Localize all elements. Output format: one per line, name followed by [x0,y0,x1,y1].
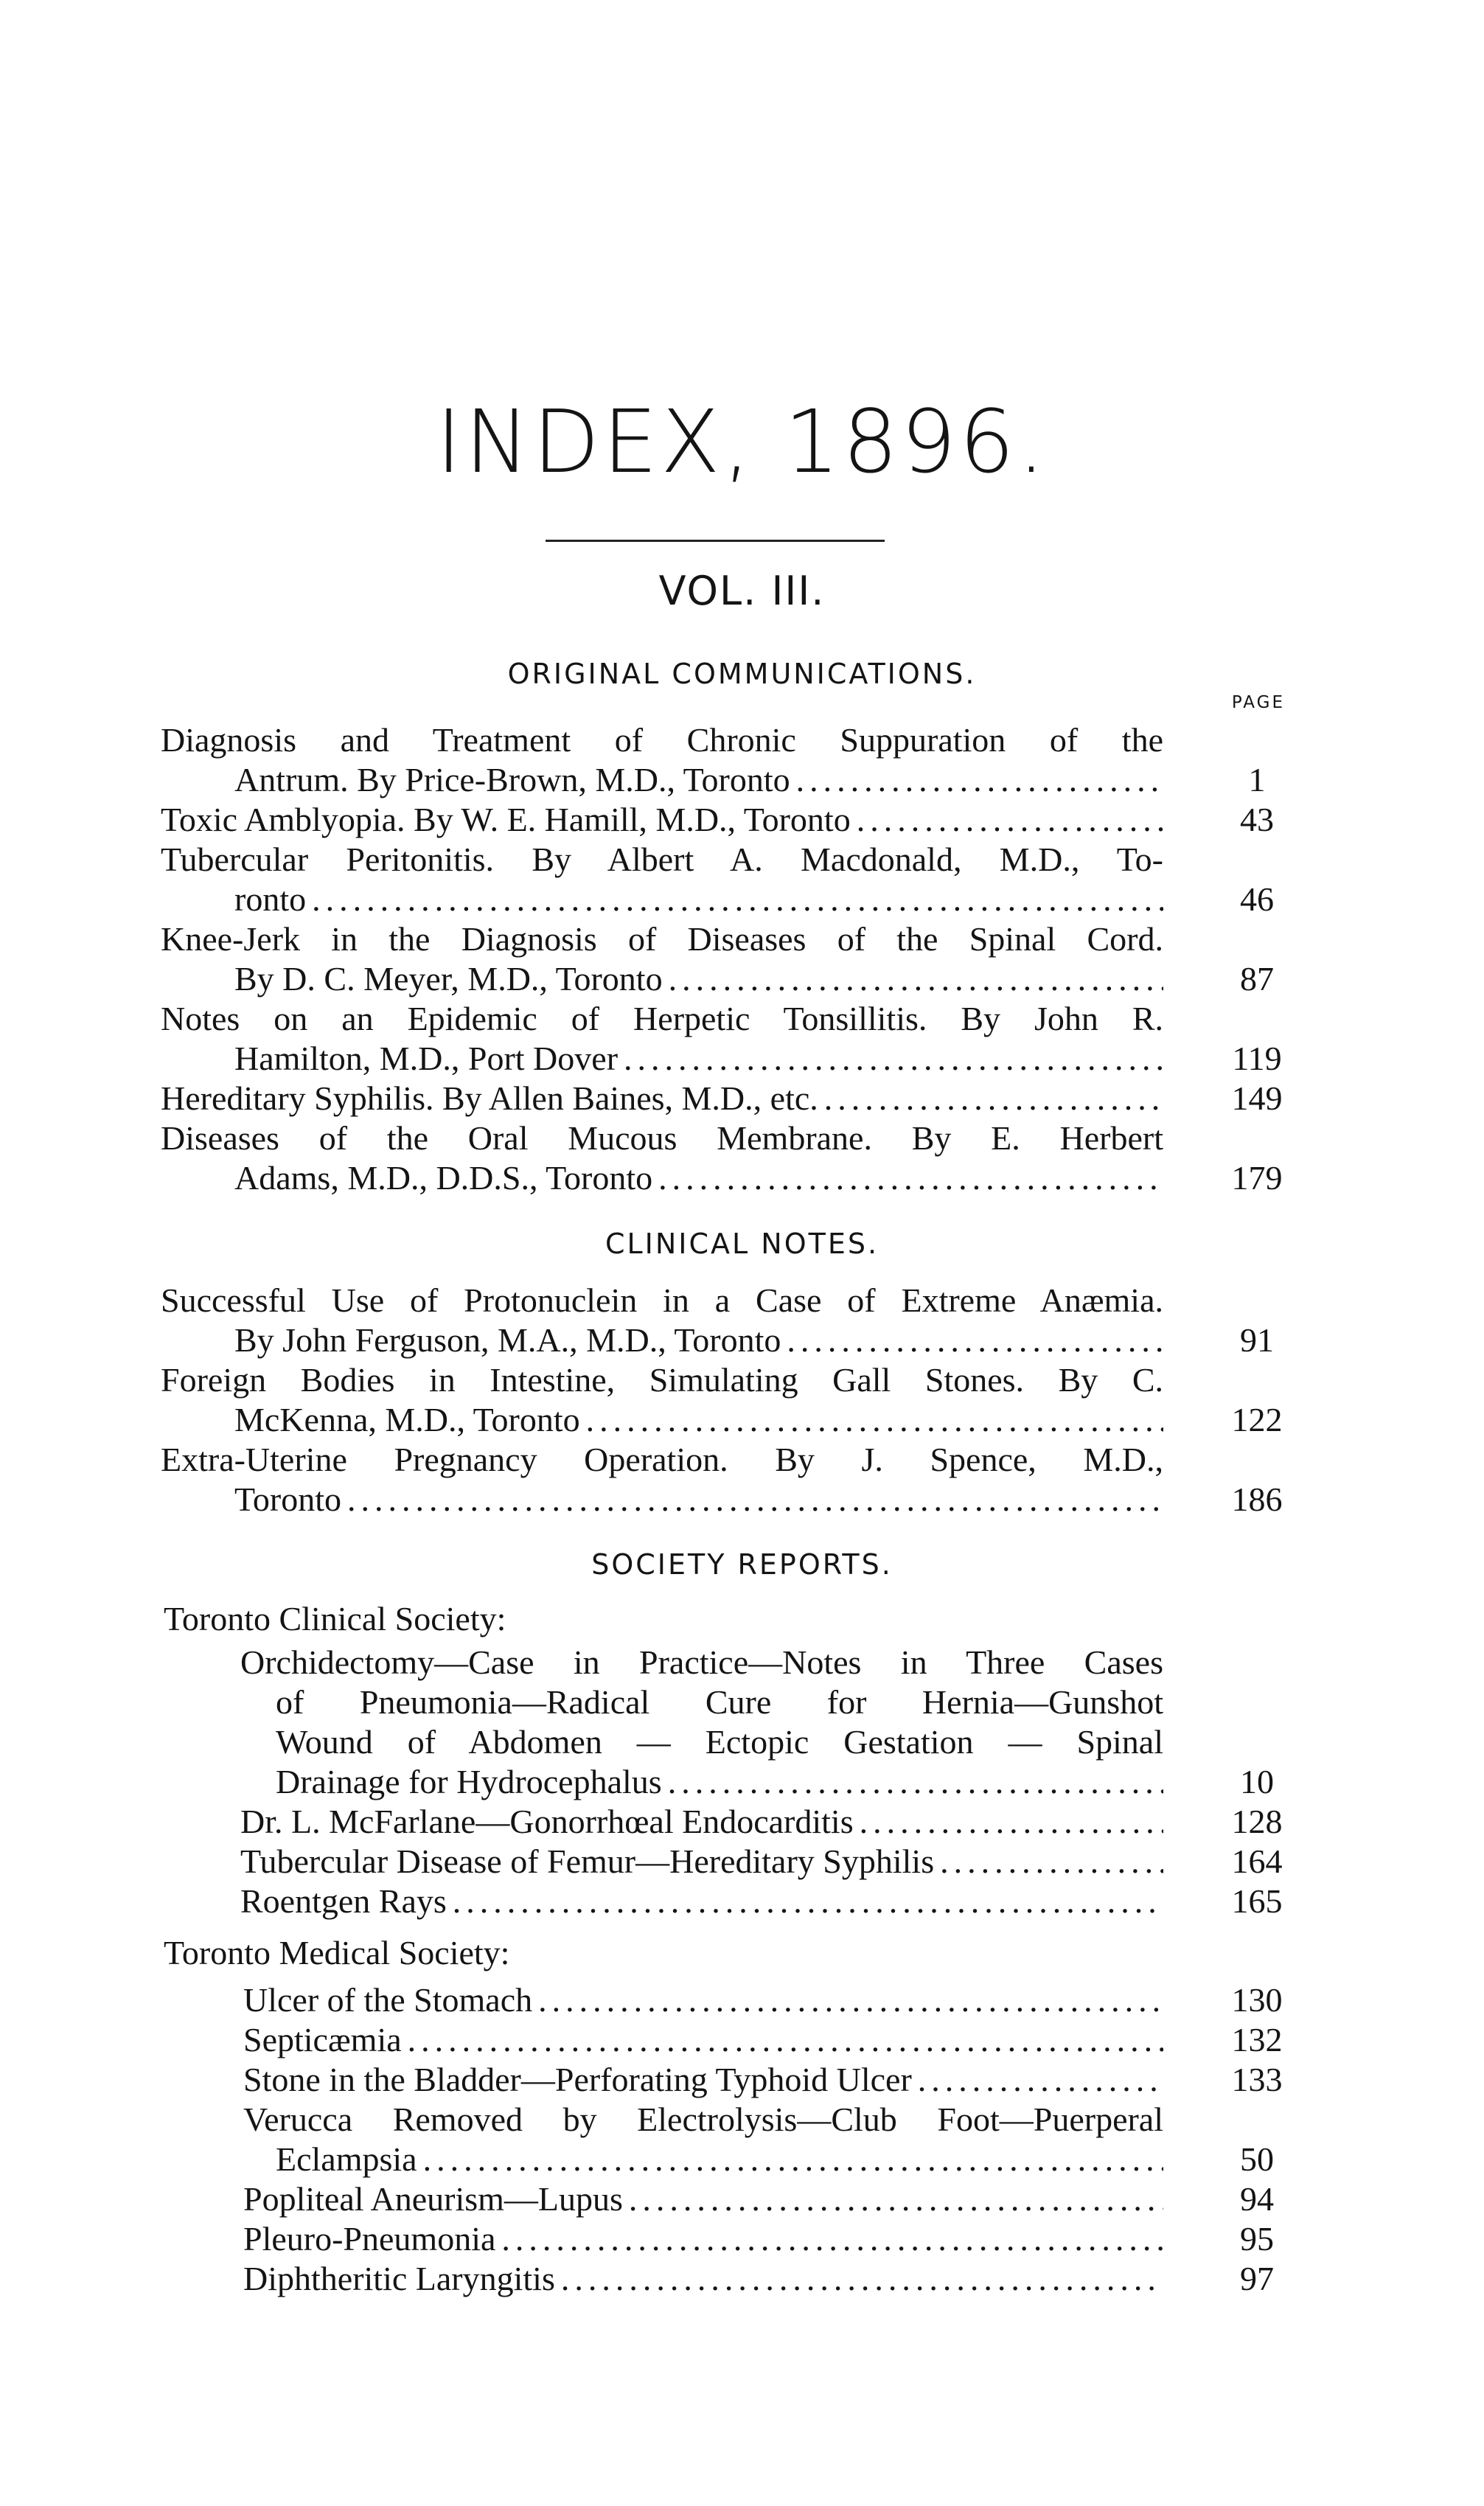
entry-page-number: 132 [1231,2021,1283,2058]
entry-page-number: 97 [1240,2260,1274,2297]
entry-title: Pleuro-Pneumonia [243,2220,496,2258]
dot-leader [940,1842,1163,1882]
dot-leader [423,2140,1163,2179]
entry-page-number: 179 [1231,1159,1283,1197]
entry-title-continued: By D. C. Meyer, M.D., Toronto [234,960,663,998]
section-heading-clinical-notes: CLINICAL NOTES. [605,1228,879,1260]
society-name-medical: Toronto Medical Society: [164,1934,510,1971]
entry-page-number: 46 [1240,880,1274,918]
dot-leader [347,1480,1163,1520]
volume-label: VOL. III. [658,568,826,614]
page-column-header: PAGE [1231,693,1285,712]
dot-leader [658,1158,1163,1198]
entry-title: Verucca Removed by Electrolysis—Club Foot—Puerperal [243,2100,1163,2138]
dot-leader [796,760,1163,800]
entry-title-continued: Toronto [234,1480,341,1518]
entry-page-number: 164 [1231,1842,1283,1880]
entry-title: Toxic Amblyopia. By W. E. Hamill, M.D., Toronto [161,801,851,838]
entry-title: Tubercular Peritonitis. By Albert A. Macdonald, M.D., To- [161,840,1163,878]
page-title: INDEX, 1896. [436,391,1048,493]
entry-page-number: 149 [1231,1079,1283,1117]
entry-title: Diagnosis and Treatment of Chronic Suppuration of the [161,721,1163,759]
entry-page-number: 128 [1231,1803,1283,1840]
entry-title-continued: Drainage for Hydrocephalus [276,1763,662,1800]
dot-leader [538,1980,1163,2020]
entry-title-continued: Eclampsia [276,2140,417,2178]
entry-title: Tubercular Disease of Femur—Hereditary Syphilis [240,1842,935,1880]
dot-leader [408,2020,1163,2060]
dot-leader [586,1400,1163,1440]
title-rule [546,540,885,542]
entry-page-number: 1 [1248,761,1266,798]
entry-title: Septicæmia [243,2021,402,2058]
entry-title: Diphtheritic Laryngitis [243,2260,555,2297]
entry-title: Successful Use of Protonuclein in a Case of Extreme Anæmia. [161,1281,1163,1319]
dot-leader [629,2179,1163,2219]
dot-leader [857,800,1163,840]
entry-title: Extra-Uterine Pregnancy Operation. By J. Spence, M.D., [161,1441,1163,1478]
entry-page-number: 91 [1240,1321,1274,1359]
section-heading-society-reports: SOCIETY REPORTS. [591,1548,893,1581]
entry-page-number: 130 [1231,1981,1283,2019]
entry-title: Popliteal Aneurism—Lupus [243,2180,623,2218]
entry-title-continued: Antrum. By Price-Brown, M.D., Toronto [234,761,790,798]
dot-leader [824,1079,1163,1118]
entry-title-continued: Adams, M.D., D.D.S., Toronto [234,1159,653,1197]
entry-page-number: 165 [1231,1882,1283,1920]
entry-title-continued: Wound of Abdomen — Ectopic Gestation — Spinal [276,1723,1163,1761]
entry-page-number: 50 [1240,2140,1274,2178]
entry-title-continued: McKenna, M.D., Toronto [234,1401,580,1438]
entry-title: Diseases of the Oral Mucous Membrane. By E. Herbert [161,1119,1163,1157]
entry-page-number: 43 [1240,801,1274,838]
entry-page-number: 87 [1240,960,1274,998]
entry-title: Ulcer of the Stomach [243,1981,533,2019]
section-heading-original-communications: ORIGINAL COMMUNICATIONS. [507,658,977,690]
entry-page-number: 10 [1240,1763,1274,1800]
dot-leader [787,1320,1163,1360]
entry-title: Knee-Jerk in the Diagnosis of Diseases of the Spinal Cord. [161,920,1163,958]
dot-leader [668,1762,1163,1802]
entry-title: Hereditary Syphilis. By Allen Baines, M.D., etc. [161,1079,818,1117]
entry-title-continued: ronto [234,880,307,918]
entry-page-number: 133 [1231,2061,1283,2098]
entry-page-number: 186 [1231,1480,1283,1518]
dot-leader [624,1039,1163,1079]
dot-leader [453,1882,1163,1921]
entry-title: Stone in the Bladder—Perforating Typhoid Ulcer [243,2061,912,2098]
entry-page-number: 119 [1232,1040,1282,1077]
entry-title: Foreign Bodies in Intestine, Simulating Gall Stones. By C. [161,1361,1163,1399]
society-name-clinical: Toronto Clinical Society: [164,1600,506,1637]
entry-title: Dr. L. McFarlane—Gonorrhœal Endocarditis [240,1803,854,1840]
dot-leader [860,1802,1163,1842]
entry-title-continued: of Pneumonia—Radical Cure for Hernia—Gunshot [276,1683,1163,1721]
entry-title-continued: By John Ferguson, M.A., M.D., Toronto [234,1321,781,1359]
entry-page-number: 94 [1240,2180,1274,2218]
entry-title: Orchidectomy—Case in Practice—Notes in Three Cases [240,1643,1163,1681]
dot-leader [312,880,1163,919]
entry-title: Roentgen Rays [240,1882,447,1920]
entry-title-continued: Hamilton, M.D., Port Dover [234,1040,619,1077]
entry-title: Notes on an Epidemic of Herpetic Tonsillitis. By John R. [161,1000,1163,1037]
entry-page-number: 122 [1231,1401,1283,1438]
dot-leader [561,2259,1163,2299]
dot-leader [669,959,1163,999]
dot-leader [501,2219,1163,2259]
entry-page-number: 95 [1240,2220,1274,2258]
dot-leader [918,2060,1163,2100]
